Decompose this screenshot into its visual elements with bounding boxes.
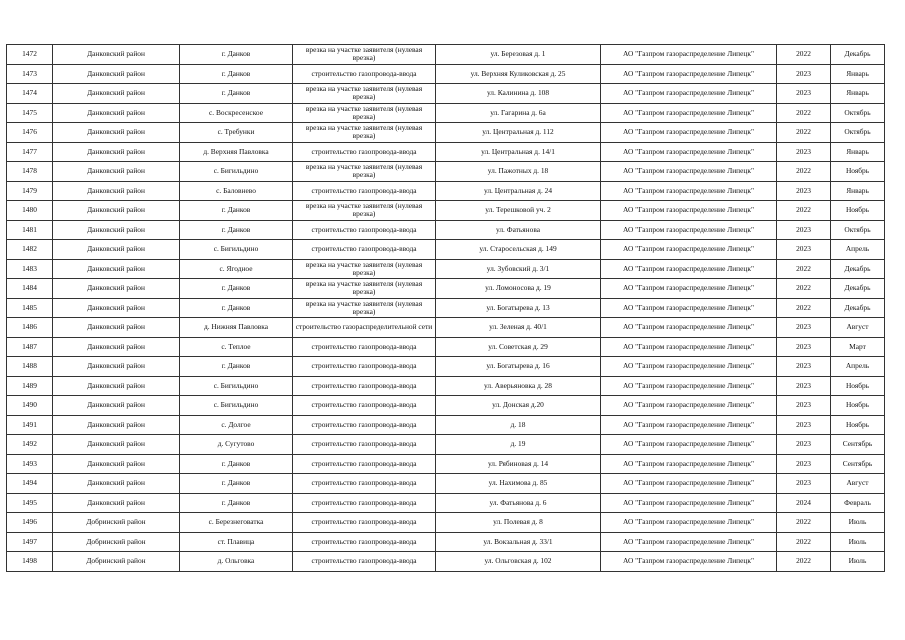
work-type-cell: строительство газопровода-ввода bbox=[293, 513, 436, 533]
month-cell: Декабрь bbox=[831, 45, 885, 65]
work-type-cell: строительство газопровода-ввода bbox=[293, 240, 436, 260]
year-cell: 2023 bbox=[777, 64, 831, 84]
address-cell: ул. Калинина д. 108 bbox=[436, 84, 601, 104]
month-cell: Ноябрь bbox=[831, 415, 885, 435]
work-type-cell: строительство газопровода-ввода bbox=[293, 64, 436, 84]
gasification-table bbox=[6, 44, 885, 572]
address-cell: ул. Богатырева д. 13 bbox=[436, 298, 601, 318]
month-cell: Декабрь bbox=[831, 279, 885, 299]
settlement-cell: с. Бигильдино bbox=[180, 162, 293, 182]
settlement-cell: г. Данков bbox=[180, 45, 293, 65]
table-row bbox=[7, 357, 885, 377]
row-number-cell: 1495 bbox=[7, 493, 53, 513]
table-row bbox=[7, 279, 885, 299]
address-cell: ул. Старосельская д. 149 bbox=[436, 240, 601, 260]
address-cell: ул. Фатьянова д. 6 bbox=[436, 493, 601, 513]
table-row bbox=[7, 201, 885, 221]
work-type-cell: строительство газопровода-ввода bbox=[293, 181, 436, 201]
work-type-cell: врезка на участке заявителя (нулевая врезка) bbox=[293, 201, 436, 221]
year-cell: 2022 bbox=[777, 298, 831, 318]
document-page bbox=[6, 44, 884, 572]
settlement-cell: с. Бигильдино bbox=[180, 240, 293, 260]
row-number-cell: 1474 bbox=[7, 84, 53, 104]
work-type-cell: строительство газопровода-ввода bbox=[293, 532, 436, 552]
year-cell: 2023 bbox=[777, 376, 831, 396]
table-row bbox=[7, 220, 885, 240]
district-cell: Данковский район bbox=[53, 318, 180, 338]
table-body bbox=[7, 45, 885, 572]
month-cell: Январь bbox=[831, 181, 885, 201]
work-type-cell: строительство газопровода-ввода bbox=[293, 220, 436, 240]
district-cell: Данковский район bbox=[53, 337, 180, 357]
table-row bbox=[7, 493, 885, 513]
year-cell: 2023 bbox=[777, 337, 831, 357]
row-number-cell: 1488 bbox=[7, 357, 53, 377]
row-number-cell: 1484 bbox=[7, 279, 53, 299]
work-type-cell: врезка на участке заявителя (нулевая врезка) bbox=[293, 279, 436, 299]
row-number-cell: 1482 bbox=[7, 240, 53, 260]
row-number-cell: 1473 bbox=[7, 64, 53, 84]
year-cell: 2024 bbox=[777, 493, 831, 513]
row-number-cell: 1491 bbox=[7, 415, 53, 435]
settlement-cell: г. Данков bbox=[180, 493, 293, 513]
table-row bbox=[7, 454, 885, 474]
month-cell: Август bbox=[831, 474, 885, 494]
row-number-cell: 1476 bbox=[7, 123, 53, 143]
district-cell: Данковский район bbox=[53, 454, 180, 474]
settlement-cell: с. Баловнево bbox=[180, 181, 293, 201]
table-row bbox=[7, 162, 885, 182]
settlement-cell: с. Воскресенское bbox=[180, 103, 293, 123]
district-cell: Данковский район bbox=[53, 240, 180, 260]
year-cell: 2022 bbox=[777, 532, 831, 552]
year-cell: 2022 bbox=[777, 45, 831, 65]
year-cell: 2023 bbox=[777, 357, 831, 377]
organization-cell: АО "Газпром газораспределение Липецк" bbox=[601, 162, 777, 182]
year-cell: 2022 bbox=[777, 103, 831, 123]
settlement-cell: д. Нижняя Павловка bbox=[180, 318, 293, 338]
work-type-cell: врезка на участке заявителя (нулевая врезка) bbox=[293, 45, 436, 65]
settlement-cell: с. Бигильдино bbox=[180, 376, 293, 396]
organization-cell: АО "Газпром газораспределение Липецк" bbox=[601, 64, 777, 84]
work-type-cell: врезка на участке заявителя (нулевая врезка) bbox=[293, 259, 436, 279]
district-cell: Данковский район bbox=[53, 123, 180, 143]
district-cell: Данковский район bbox=[53, 435, 180, 455]
organization-cell: АО "Газпром газораспределение Липецк" bbox=[601, 493, 777, 513]
work-type-cell: врезка на участке заявителя (нулевая врезка) bbox=[293, 162, 436, 182]
year-cell: 2023 bbox=[777, 474, 831, 494]
address-cell: ул. Зеленая д. 40/1 bbox=[436, 318, 601, 338]
district-cell: Данковский район bbox=[53, 162, 180, 182]
month-cell: Ноябрь bbox=[831, 201, 885, 221]
table-row bbox=[7, 240, 885, 260]
work-type-cell: врезка на участке заявителя (нулевая врезка) bbox=[293, 84, 436, 104]
row-number-cell: 1481 bbox=[7, 220, 53, 240]
district-cell: Данковский район bbox=[53, 103, 180, 123]
work-type-cell: строительство газопровода-ввода bbox=[293, 474, 436, 494]
work-type-cell: строительство газопровода-ввода bbox=[293, 376, 436, 396]
address-cell: ул. Гагарина д. 6а bbox=[436, 103, 601, 123]
settlement-cell: д. Ольговка bbox=[180, 552, 293, 572]
settlement-cell: с. Теплое bbox=[180, 337, 293, 357]
table-row bbox=[7, 435, 885, 455]
settlement-cell: г. Данков bbox=[180, 357, 293, 377]
year-cell: 2022 bbox=[777, 123, 831, 143]
row-number-cell: 1496 bbox=[7, 513, 53, 533]
address-cell: д. 18 bbox=[436, 415, 601, 435]
year-cell: 2022 bbox=[777, 259, 831, 279]
settlement-cell: г. Данков bbox=[180, 64, 293, 84]
address-cell: ул. Верхняя Куликовская д. 25 bbox=[436, 64, 601, 84]
address-cell: ул. Пажотных д. 18 bbox=[436, 162, 601, 182]
settlement-cell: г. Данков bbox=[180, 201, 293, 221]
organization-cell: АО "Газпром газораспределение Липецк" bbox=[601, 513, 777, 533]
organization-cell: АО "Газпром газораспределение Липецк" bbox=[601, 240, 777, 260]
settlement-cell: с. Бигильдино bbox=[180, 396, 293, 416]
organization-cell: АО "Газпром газораспределение Липецк" bbox=[601, 103, 777, 123]
district-cell: Данковский район bbox=[53, 201, 180, 221]
month-cell: Декабрь bbox=[831, 259, 885, 279]
organization-cell: АО "Газпром газораспределение Липецк" bbox=[601, 337, 777, 357]
row-number-cell: 1479 bbox=[7, 181, 53, 201]
work-type-cell: строительство газопровода-ввода bbox=[293, 493, 436, 513]
organization-cell: АО "Газпром газораспределение Липецк" bbox=[601, 259, 777, 279]
row-number-cell: 1490 bbox=[7, 396, 53, 416]
settlement-cell: г. Данков bbox=[180, 474, 293, 494]
row-number-cell: 1483 bbox=[7, 259, 53, 279]
table-row bbox=[7, 474, 885, 494]
row-number-cell: 1487 bbox=[7, 337, 53, 357]
work-type-cell: строительство газопровода-ввода bbox=[293, 357, 436, 377]
row-number-cell: 1492 bbox=[7, 435, 53, 455]
table-row bbox=[7, 513, 885, 533]
district-cell: Данковский район bbox=[53, 474, 180, 494]
address-cell: ул. Зубовский д. 3/1 bbox=[436, 259, 601, 279]
row-number-cell: 1489 bbox=[7, 376, 53, 396]
row-number-cell: 1497 bbox=[7, 532, 53, 552]
table-row bbox=[7, 142, 885, 162]
work-type-cell: строительство газопровода-ввода bbox=[293, 454, 436, 474]
work-type-cell: строительство газораспределительной сети bbox=[293, 318, 436, 338]
district-cell: Добринский район bbox=[53, 513, 180, 533]
address-cell: ул. Вокзальная д. 33/1 bbox=[436, 532, 601, 552]
row-number-cell: 1477 bbox=[7, 142, 53, 162]
month-cell: Сентябрь bbox=[831, 435, 885, 455]
organization-cell: АО "Газпром газораспределение Липецк" bbox=[601, 45, 777, 65]
district-cell: Данковский район bbox=[53, 220, 180, 240]
address-cell: ул. Рябиновая д. 14 bbox=[436, 454, 601, 474]
work-type-cell: строительство газопровода-ввода bbox=[293, 415, 436, 435]
year-cell: 2023 bbox=[777, 84, 831, 104]
address-cell: ул. Березовая д. 1 bbox=[436, 45, 601, 65]
address-cell: ул. Аверьяновка д. 28 bbox=[436, 376, 601, 396]
organization-cell: АО "Газпром газораспределение Липецк" bbox=[601, 142, 777, 162]
year-cell: 2023 bbox=[777, 142, 831, 162]
row-number-cell: 1494 bbox=[7, 474, 53, 494]
address-cell: ул. Советская д. 29 bbox=[436, 337, 601, 357]
organization-cell: АО "Газпром газораспределение Липецк" bbox=[601, 84, 777, 104]
year-cell: 2022 bbox=[777, 513, 831, 533]
organization-cell: АО "Газпром газораспределение Липецк" bbox=[601, 201, 777, 221]
district-cell: Данковский район bbox=[53, 298, 180, 318]
month-cell: Сентябрь bbox=[831, 454, 885, 474]
table-row bbox=[7, 64, 885, 84]
month-cell: Апрель bbox=[831, 357, 885, 377]
district-cell: Данковский район bbox=[53, 64, 180, 84]
year-cell: 2023 bbox=[777, 220, 831, 240]
organization-cell: АО "Газпром газораспределение Липецк" bbox=[601, 357, 777, 377]
settlement-cell: д. Верхняя Павловка bbox=[180, 142, 293, 162]
month-cell: Январь bbox=[831, 142, 885, 162]
address-cell: ул. Центральная д. 112 bbox=[436, 123, 601, 143]
settlement-cell: с. Долгое bbox=[180, 415, 293, 435]
work-type-cell: строительство газопровода-ввода bbox=[293, 552, 436, 572]
organization-cell: АО "Газпром газораспределение Липецк" bbox=[601, 396, 777, 416]
row-number-cell: 1485 bbox=[7, 298, 53, 318]
district-cell: Данковский район bbox=[53, 45, 180, 65]
settlement-cell: ст. Плавица bbox=[180, 532, 293, 552]
organization-cell: АО "Газпром газораспределение Липецк" bbox=[601, 220, 777, 240]
address-cell: ул. Нахимова д. 85 bbox=[436, 474, 601, 494]
table-row bbox=[7, 318, 885, 338]
month-cell: Декабрь bbox=[831, 298, 885, 318]
year-cell: 2023 bbox=[777, 181, 831, 201]
work-type-cell: строительство газопровода-ввода bbox=[293, 337, 436, 357]
address-cell: д. 19 bbox=[436, 435, 601, 455]
month-cell: Июль bbox=[831, 552, 885, 572]
settlement-cell: с. Ягодное bbox=[180, 259, 293, 279]
row-number-cell: 1475 bbox=[7, 103, 53, 123]
address-cell: ул. Богатырева д. 16 bbox=[436, 357, 601, 377]
month-cell: Июль bbox=[831, 513, 885, 533]
settlement-cell: г. Данков bbox=[180, 220, 293, 240]
month-cell: Октябрь bbox=[831, 103, 885, 123]
address-cell: ул. Ольговская д. 102 bbox=[436, 552, 601, 572]
organization-cell: АО "Газпром газораспределение Липецк" bbox=[601, 474, 777, 494]
table-row bbox=[7, 532, 885, 552]
organization-cell: АО "Газпром газораспределение Липецк" bbox=[601, 298, 777, 318]
month-cell: Апрель bbox=[831, 240, 885, 260]
organization-cell: АО "Газпром газораспределение Липецк" bbox=[601, 318, 777, 338]
settlement-cell: д. Сугутово bbox=[180, 435, 293, 455]
district-cell: Данковский район bbox=[53, 376, 180, 396]
address-cell: ул. Фатьянова bbox=[436, 220, 601, 240]
work-type-cell: строительство газопровода-ввода bbox=[293, 396, 436, 416]
row-number-cell: 1498 bbox=[7, 552, 53, 572]
row-number-cell: 1480 bbox=[7, 201, 53, 221]
table-row bbox=[7, 552, 885, 572]
table-row bbox=[7, 45, 885, 65]
address-cell: ул. Центральная д. 14/1 bbox=[436, 142, 601, 162]
district-cell: Данковский район bbox=[53, 279, 180, 299]
district-cell: Добринский район bbox=[53, 532, 180, 552]
row-number-cell: 1486 bbox=[7, 318, 53, 338]
row-number-cell: 1493 bbox=[7, 454, 53, 474]
work-type-cell: строительство газопровода-ввода bbox=[293, 142, 436, 162]
organization-cell: АО "Газпром газораспределение Липецк" bbox=[601, 279, 777, 299]
year-cell: 2023 bbox=[777, 454, 831, 474]
settlement-cell: г. Данков bbox=[180, 454, 293, 474]
address-cell: ул. Ломоносова д. 19 bbox=[436, 279, 601, 299]
month-cell: Ноябрь bbox=[831, 396, 885, 416]
work-type-cell: врезка на участке заявителя (нулевая врезка) bbox=[293, 298, 436, 318]
table-row bbox=[7, 298, 885, 318]
table-row bbox=[7, 259, 885, 279]
month-cell: Январь bbox=[831, 84, 885, 104]
table-row bbox=[7, 84, 885, 104]
organization-cell: АО "Газпром газораспределение Липецк" bbox=[601, 454, 777, 474]
year-cell: 2023 bbox=[777, 396, 831, 416]
table-row bbox=[7, 396, 885, 416]
settlement-cell: с. Березнеговатка bbox=[180, 513, 293, 533]
address-cell: ул. Терешковой уч. 2 bbox=[436, 201, 601, 221]
row-number-cell: 1472 bbox=[7, 45, 53, 65]
district-cell: Данковский район bbox=[53, 84, 180, 104]
work-type-cell: врезка на участке заявителя (нулевая врезка) bbox=[293, 103, 436, 123]
organization-cell: АО "Газпром газораспределение Липецк" bbox=[601, 435, 777, 455]
month-cell: Февраль bbox=[831, 493, 885, 513]
month-cell: Июль bbox=[831, 532, 885, 552]
organization-cell: АО "Газпром газораспределение Липецк" bbox=[601, 123, 777, 143]
organization-cell: АО "Газпром газораспределение Липецк" bbox=[601, 376, 777, 396]
table-row bbox=[7, 123, 885, 143]
table-row bbox=[7, 415, 885, 435]
month-cell: Ноябрь bbox=[831, 376, 885, 396]
month-cell: Ноябрь bbox=[831, 162, 885, 182]
settlement-cell: г. Данков bbox=[180, 84, 293, 104]
year-cell: 2023 bbox=[777, 435, 831, 455]
district-cell: Данковский район bbox=[53, 396, 180, 416]
district-cell: Данковский район bbox=[53, 181, 180, 201]
table-row bbox=[7, 337, 885, 357]
month-cell: Август bbox=[831, 318, 885, 338]
table-row bbox=[7, 376, 885, 396]
month-cell: Март bbox=[831, 337, 885, 357]
work-type-cell: строительство газопровода-ввода bbox=[293, 435, 436, 455]
settlement-cell: г. Данков bbox=[180, 298, 293, 318]
settlement-cell: г. Данков bbox=[180, 279, 293, 299]
work-type-cell: врезка на участке заявителя (нулевая врезка) bbox=[293, 123, 436, 143]
district-cell: Данковский район bbox=[53, 415, 180, 435]
district-cell: Данковский район bbox=[53, 357, 180, 377]
address-cell: ул. Центральная д. 24 bbox=[436, 181, 601, 201]
year-cell: 2023 bbox=[777, 318, 831, 338]
table-row bbox=[7, 181, 885, 201]
year-cell: 2023 bbox=[777, 415, 831, 435]
address-cell: ул. Донская д.20 bbox=[436, 396, 601, 416]
year-cell: 2022 bbox=[777, 201, 831, 221]
month-cell: Октябрь bbox=[831, 123, 885, 143]
settlement-cell: с. Требунки bbox=[180, 123, 293, 143]
month-cell: Октябрь bbox=[831, 220, 885, 240]
month-cell: Январь bbox=[831, 64, 885, 84]
year-cell: 2023 bbox=[777, 240, 831, 260]
district-cell: Данковский район bbox=[53, 493, 180, 513]
organization-cell: АО "Газпром газораспределение Липецк" bbox=[601, 552, 777, 572]
organization-cell: АО "Газпром газораспределение Липецк" bbox=[601, 181, 777, 201]
row-number-cell: 1478 bbox=[7, 162, 53, 182]
organization-cell: АО "Газпром газораспределение Липецк" bbox=[601, 415, 777, 435]
year-cell: 2022 bbox=[777, 552, 831, 572]
year-cell: 2022 bbox=[777, 162, 831, 182]
table-row bbox=[7, 103, 885, 123]
organization-cell: АО "Газпром газораспределение Липецк" bbox=[601, 532, 777, 552]
district-cell: Данковский район bbox=[53, 142, 180, 162]
district-cell: Добринский район bbox=[53, 552, 180, 572]
address-cell: ул. Полевая д. 8 bbox=[436, 513, 601, 533]
district-cell: Данковский район bbox=[53, 259, 180, 279]
year-cell: 2022 bbox=[777, 279, 831, 299]
